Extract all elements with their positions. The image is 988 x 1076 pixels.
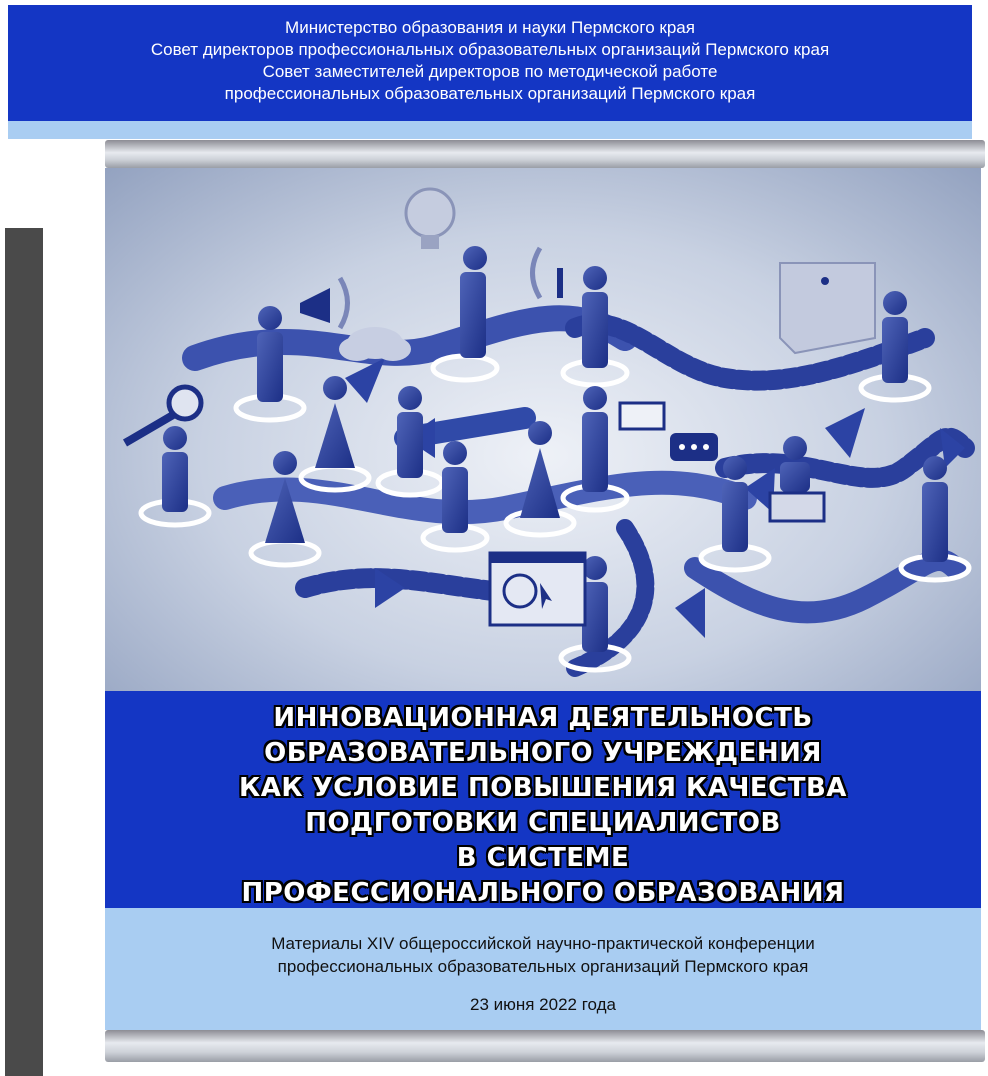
publisher-header xyxy=(8,5,972,121)
title-line-1: ИННОВАЦИОННАЯ ДЕЯТЕЛЬНОСТЬ xyxy=(273,703,813,733)
title-line-3: КАК УСЛОВИЕ ПОВЫШЕНИЯ КАЧЕСТВА xyxy=(239,773,847,803)
cloud-icon xyxy=(339,327,411,361)
header-line-organizations: профессиональных образовательных организаций Пермского края xyxy=(224,84,756,103)
title-line-2: ОБРАЗОВАТЕЛЬНОГО УЧРЕЖДЕНИЯ xyxy=(264,738,822,768)
header-accent-strip xyxy=(8,121,972,139)
cover-illustration xyxy=(105,168,981,691)
title-line-5: В СИСТЕМЕ xyxy=(456,843,630,873)
header-line-ministry: Министерство образования и науки Пермского края xyxy=(285,18,695,37)
note-icon xyxy=(780,263,875,353)
laptop-icon xyxy=(770,493,824,521)
conference-date: 23 июня 2022 года xyxy=(469,995,617,1014)
title-block xyxy=(105,691,981,908)
subtitle-line-2: профессиональных образовательных организаций Пермского края xyxy=(277,957,809,976)
lightbulb-icon xyxy=(406,189,454,249)
title-line-6: ПРОФЕССИОНАЛЬНОГО ОБРАЗОВАНИЯ xyxy=(241,878,845,908)
title-line-4: ПОДГОТОВКИ СПЕЦИАЛИСТОВ xyxy=(305,808,781,838)
chat-bubble-icon xyxy=(670,433,718,461)
subtitle-block xyxy=(105,908,981,1030)
microphone-icon xyxy=(533,248,564,298)
magnifier-icon xyxy=(125,387,201,443)
browser-window-icon xyxy=(490,553,585,625)
header-line-deputies-council: Совет заместителей директоров по методической работе xyxy=(262,62,718,81)
megaphone-icon xyxy=(300,278,348,328)
email-card-icon xyxy=(620,403,664,429)
subtitle-line-1: Материалы XIV общероссийской научно-практической конференции xyxy=(271,934,815,953)
side-bar xyxy=(5,228,43,1076)
header-line-directors-council: Совет директоров профессиональных образовательных организаций Пермского края xyxy=(150,40,830,59)
scroll-roll-bottom xyxy=(105,1030,985,1062)
scroll-roll-top xyxy=(105,140,985,168)
